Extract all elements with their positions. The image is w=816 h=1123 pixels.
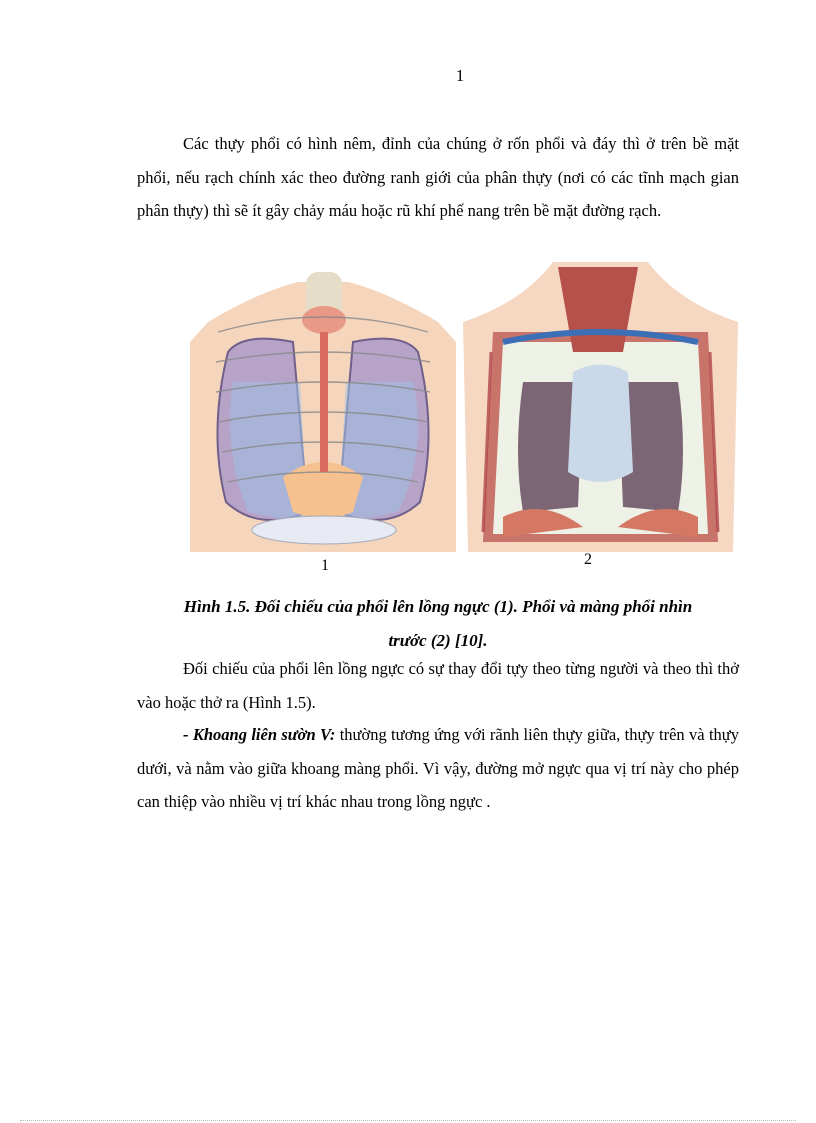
paragraph-3-lead: - Khoang liên sườn V: xyxy=(183,725,336,744)
thorax-lungs-projection-image xyxy=(188,262,458,552)
footer-divider xyxy=(20,1120,796,1121)
anatomy-illustration xyxy=(188,262,738,574)
caption-line-2: trước (2) [10]. xyxy=(388,630,488,650)
caption-line-1: Hình 1.5. Đối chiếu của phổi lên lồng ngực (1). Phổi và màng phổi nhìn xyxy=(183,597,693,616)
paragraph-projection xyxy=(137,652,739,719)
paragraph-2-text: Đối chiếu của phổi lên lồng ngực có sự thay đổi tựy theo từng người và theo thì thở vào hoặc thở ra (Hình 1.5). xyxy=(137,659,739,712)
opened-thorax-pleura-image xyxy=(463,262,738,552)
paragraph-lung-segments xyxy=(137,127,739,228)
paragraph-3-text: thường tương ứng với rãnh liên thựy giữa, thựy trên và thựy dưới, và nằm vào giữa khoang màng phổi. Vì vậy, đường mở ngực qua vị trí này cho phép can thiệp vào nhiều vị trí khác nhau trong lồng ngực . xyxy=(137,725,739,811)
figure-caption xyxy=(137,590,739,657)
paragraph-intercostal-space xyxy=(137,718,739,819)
paragraph-1-text: Các thựy phổi có hình nêm, đỉnh của chúng ở rốn phổi và đáy thì ở trên bề mặt phổi, nếu rạch chính xác theo đường ranh giới của phân thựy (nơi có các tĩnh mạch gian phân thựy) thì sẽ ít gây chảy máu hoặc rũ khí phế nang trên bề mặt đường rạch. xyxy=(137,134,739,220)
lung-projection-figure xyxy=(188,262,738,574)
page-number: 1 xyxy=(455,66,465,85)
figure-label-2: 2 xyxy=(584,551,592,568)
figure-label-1: 1 xyxy=(321,557,329,574)
